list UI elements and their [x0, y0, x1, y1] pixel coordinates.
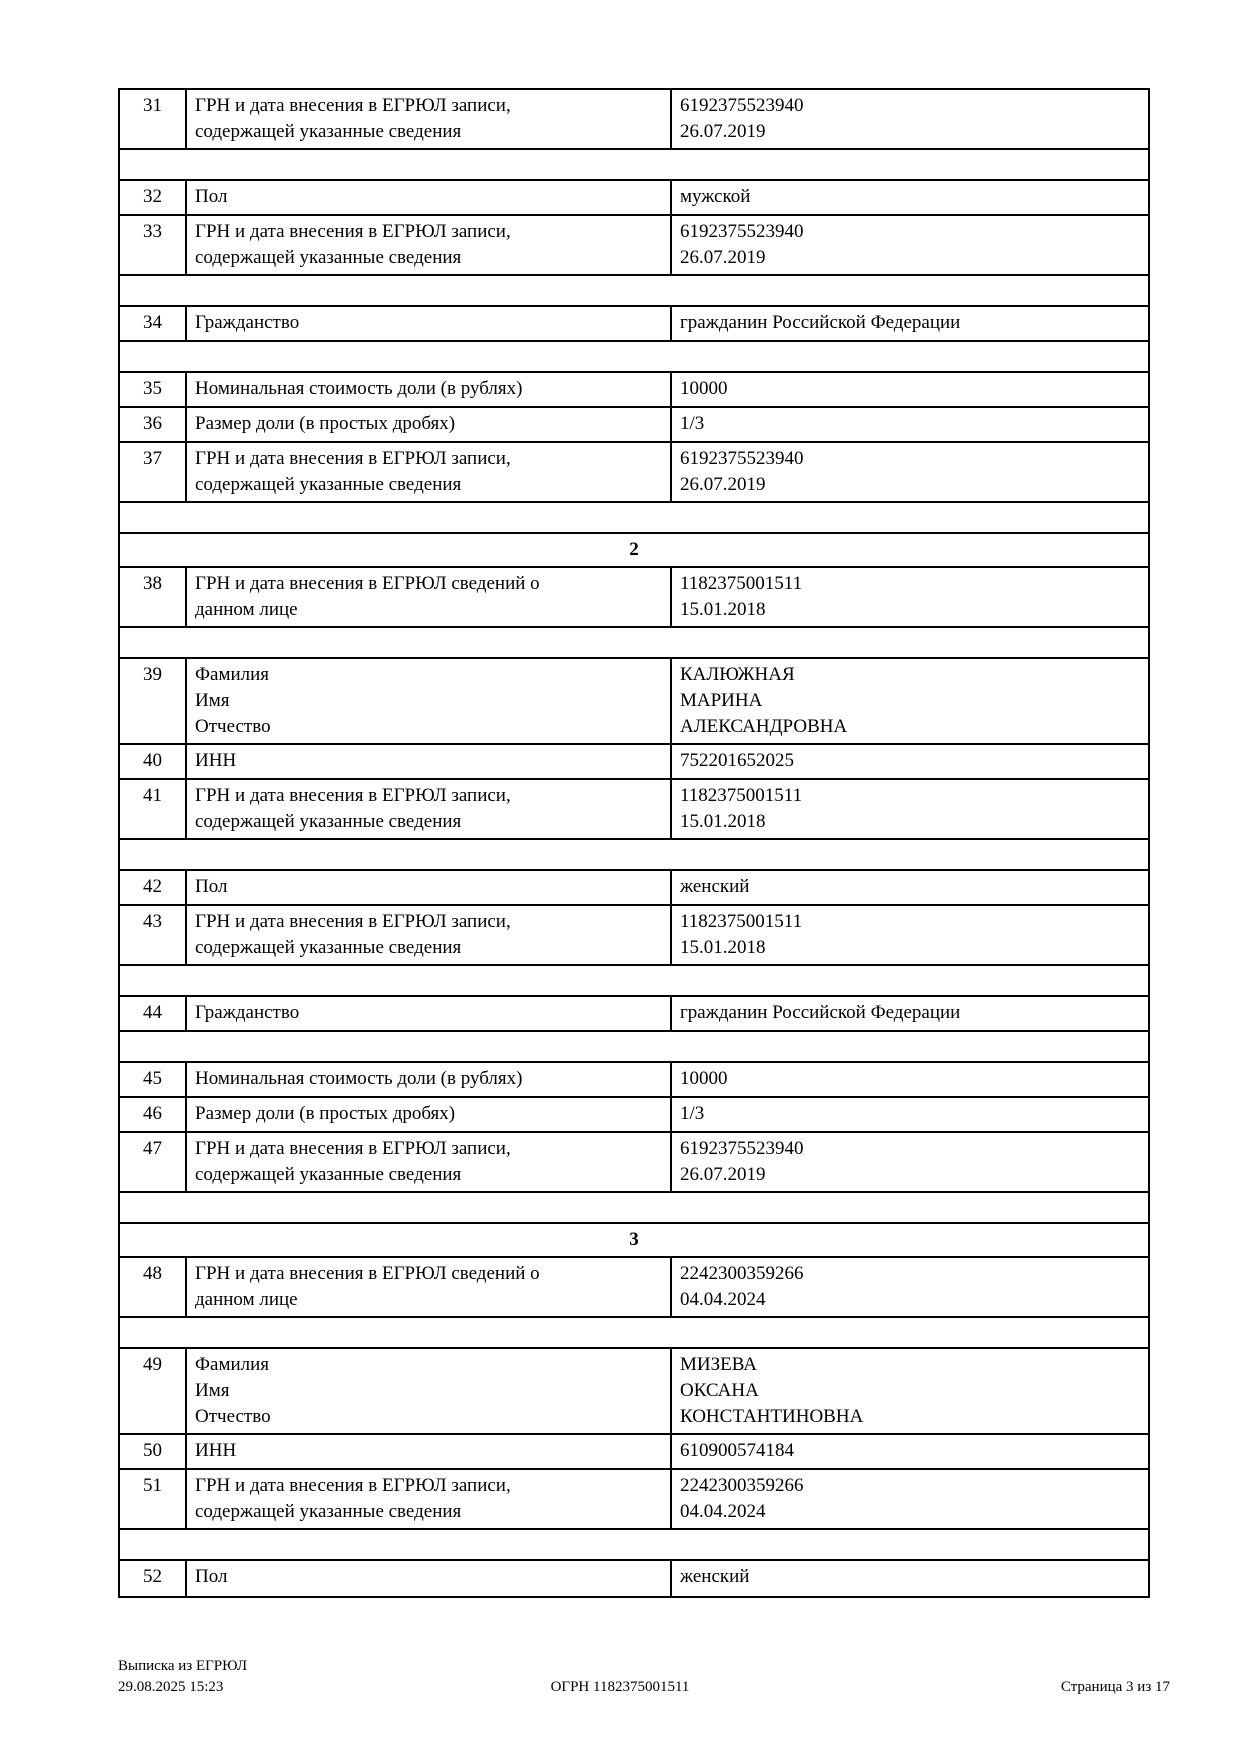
- row-value-line: 04.04.2024: [680, 1501, 766, 1522]
- row-number: 42: [120, 871, 187, 904]
- table-spacer-row: [120, 840, 1148, 871]
- row-value-line: КАЛЮЖНАЯ: [680, 664, 795, 685]
- row-label: [187, 659, 672, 743]
- row-label: [187, 1349, 672, 1433]
- table-row: [120, 1133, 1148, 1193]
- row-label: Гражданство: [187, 997, 672, 1030]
- table-row: [120, 1258, 1148, 1318]
- row-value-line: 15.01.2018: [680, 937, 766, 958]
- row-value: [672, 659, 1148, 743]
- row-label: [187, 1258, 672, 1316]
- row-value: 1/3: [680, 413, 705, 434]
- row-label: Пол: [187, 871, 672, 904]
- table-row: [120, 181, 1148, 216]
- row-value-line: 1182375001511: [680, 573, 803, 594]
- row-value-line: 6192375523940: [680, 221, 804, 242]
- row-number: 41: [120, 780, 187, 838]
- row-label: [187, 568, 672, 626]
- row-label-line: ГРН и дата внесения в ЕГРЮЛ сведений о: [195, 573, 540, 594]
- row-value-line: 26.07.2019: [680, 121, 766, 142]
- row-number: 51: [120, 1470, 187, 1528]
- row-value: [672, 90, 1148, 148]
- row-label: [187, 90, 672, 148]
- row-label-line: ГРН и дата внесения в ЕГРЮЛ записи,: [195, 1138, 511, 1159]
- row-label-line: Имя: [195, 1380, 230, 1401]
- row-label-line: ГРН и дата внесения в ЕГРЮЛ сведений о: [195, 1263, 540, 1284]
- row-label: [187, 780, 672, 838]
- row-value: [672, 780, 1148, 838]
- row-number: 39: [120, 659, 187, 743]
- row-label-line: Фамилия: [195, 664, 270, 685]
- table-row: [120, 871, 1148, 906]
- row-label-line: содержащей указанные сведения: [195, 1501, 462, 1522]
- table-section-row: [120, 534, 1148, 568]
- row-label-line: ГРН и дата внесения в ЕГРЮЛ записи,: [195, 95, 511, 116]
- row-number: 38: [120, 568, 187, 626]
- row-label-line: содержащей указанные сведения: [195, 937, 462, 958]
- row-value-line: МИЗЕВА: [680, 1354, 757, 1375]
- row-label-line: ГРН и дата внесения в ЕГРЮЛ записи,: [195, 1475, 511, 1496]
- row-number: 35: [120, 373, 187, 406]
- row-label-line: содержащей указанные сведения: [195, 811, 462, 832]
- section-number: 2: [629, 539, 639, 560]
- table-section-row: [120, 1224, 1148, 1258]
- table-spacer-row: [120, 1318, 1148, 1349]
- table-row: [120, 906, 1148, 966]
- row-value: [672, 1258, 1148, 1316]
- row-number: 40: [120, 745, 187, 778]
- row-value-line: 26.07.2019: [680, 1164, 766, 1185]
- row-value: [672, 906, 1148, 964]
- row-number: 43: [120, 906, 187, 964]
- row-label: Пол: [187, 1561, 672, 1596]
- row-label: Номинальная стоимость доли (в рублях): [187, 1063, 672, 1096]
- row-label-line: ГРН и дата внесения в ЕГРЮЛ записи,: [195, 448, 511, 469]
- table-row: [120, 568, 1148, 628]
- table-row: [120, 1063, 1148, 1098]
- row-label: [187, 906, 672, 964]
- row-value-line: 2242300359266: [680, 1475, 804, 1496]
- table-row: [120, 780, 1148, 840]
- row-label: [187, 1133, 672, 1191]
- row-value: гражданин Российской Федерации: [680, 1002, 961, 1023]
- table-spacer-row: [120, 276, 1148, 307]
- row-value: [672, 1133, 1148, 1191]
- row-value: [672, 568, 1148, 626]
- row-label-line: Фамилия: [195, 1354, 270, 1375]
- row-number: 48: [120, 1258, 187, 1316]
- table-spacer-row: [120, 1193, 1148, 1224]
- row-value-line: 6192375523940: [680, 95, 804, 116]
- row-value-line: 1182375001511: [680, 911, 803, 932]
- row-number: 49: [120, 1349, 187, 1433]
- table-row: [120, 408, 1148, 443]
- row-label-line: Имя: [195, 690, 230, 711]
- row-label: [187, 443, 672, 501]
- row-value-line: КОНСТАНТИНОВНА: [680, 1406, 864, 1427]
- row-label: Номинальная стоимость доли (в рублях): [187, 373, 672, 406]
- row-number: 50: [120, 1435, 187, 1468]
- row-number: 31: [120, 90, 187, 148]
- footer-ogrn: ОГРН 1182375001511: [550, 1679, 690, 1695]
- row-value: мужской: [680, 186, 751, 207]
- row-label: Размер доли (в простых дробях): [187, 1098, 672, 1131]
- row-value: [672, 1470, 1148, 1528]
- row-label-line: ГРН и дата внесения в ЕГРЮЛ записи,: [195, 911, 511, 932]
- row-number: 44: [120, 997, 187, 1030]
- row-value-line: 04.04.2024: [680, 1289, 766, 1310]
- row-value: 1/3: [680, 1103, 705, 1124]
- row-number: 37: [120, 443, 187, 501]
- row-label-line: содержащей указанные сведения: [195, 247, 462, 268]
- table-row: [120, 745, 1148, 780]
- row-value-line: 26.07.2019: [680, 474, 766, 495]
- table-row: [120, 307, 1148, 342]
- table-spacer-row: [120, 342, 1148, 373]
- table-spacer-row: [120, 1530, 1148, 1561]
- row-label-line: данном лице: [195, 599, 298, 620]
- row-number: 36: [120, 408, 187, 441]
- table-row: [120, 216, 1148, 276]
- row-label-line: Отчество: [195, 716, 271, 737]
- row-value: [672, 1349, 1148, 1433]
- row-label: ИНН: [187, 745, 672, 778]
- row-value-line: 6192375523940: [680, 448, 804, 469]
- footer-doc-title: Выписка из ЕГРЮЛ: [118, 1658, 247, 1674]
- row-value-line: АЛЕКСАНДРОВНА: [680, 716, 848, 737]
- table-row: [120, 659, 1148, 745]
- row-value-line: 26.07.2019: [680, 247, 766, 268]
- table-row: [120, 1561, 1148, 1596]
- row-value: [672, 443, 1148, 501]
- table-row: [120, 1098, 1148, 1133]
- table-spacer-row: [120, 150, 1148, 181]
- row-value-line: ОКСАНА: [680, 1380, 759, 1401]
- table-spacer-row: [120, 503, 1148, 534]
- row-value-line: 2242300359266: [680, 1263, 804, 1284]
- row-number: 32: [120, 181, 187, 214]
- row-label: [187, 1470, 672, 1528]
- row-value: 10000: [680, 1068, 728, 1089]
- row-label: [187, 216, 672, 274]
- row-value: гражданин Российской Федерации: [680, 312, 961, 333]
- row-number: 52: [120, 1561, 187, 1596]
- row-number: 45: [120, 1063, 187, 1096]
- table-spacer-row: [120, 966, 1148, 997]
- table-spacer-row: [120, 628, 1148, 659]
- row-label: Гражданство: [187, 307, 672, 340]
- row-number: 47: [120, 1133, 187, 1191]
- table-row: [120, 1435, 1148, 1470]
- row-label-line: содержащей указанные сведения: [195, 121, 462, 142]
- table-row: [120, 373, 1148, 408]
- row-value-line: МАРИНА: [680, 690, 763, 711]
- row-value-line: 6192375523940: [680, 1138, 804, 1159]
- row-number: 46: [120, 1098, 187, 1131]
- section-number: 3: [629, 1229, 639, 1250]
- footer-timestamp: 29.08.2025 15:23: [118, 1679, 224, 1695]
- table-row: [120, 1470, 1148, 1530]
- row-label-line: данном лице: [195, 1289, 298, 1310]
- row-label: Размер доли (в простых дробях): [187, 408, 672, 441]
- row-label-line: Отчество: [195, 1406, 271, 1427]
- row-label-line: содержащей указанные сведения: [195, 474, 462, 495]
- row-number: 34: [120, 307, 187, 340]
- row-value: 752201652025: [680, 750, 794, 771]
- row-value: женский: [680, 876, 750, 897]
- egrul-table: [118, 88, 1150, 1598]
- table-row: [120, 1349, 1148, 1435]
- footer-page-number: Страница 3 из 17: [1060, 1679, 1170, 1695]
- table-row: [120, 90, 1148, 150]
- row-value-line: 15.01.2018: [680, 811, 766, 832]
- row-label-line: содержащей указанные сведения: [195, 1164, 462, 1185]
- row-value: [672, 216, 1148, 274]
- row-label: ИНН: [187, 1435, 672, 1468]
- table-spacer-row: [120, 1032, 1148, 1063]
- row-label-line: ГРН и дата внесения в ЕГРЮЛ записи,: [195, 221, 511, 242]
- row-value: 610900574184: [680, 1440, 794, 1461]
- row-number: 33: [120, 216, 187, 274]
- table-row: [120, 443, 1148, 503]
- row-label: Пол: [187, 181, 672, 214]
- row-value-line: 15.01.2018: [680, 599, 766, 620]
- row-value: женский: [680, 1566, 750, 1587]
- row-value-line: 1182375001511: [680, 785, 803, 806]
- row-label-line: ГРН и дата внесения в ЕГРЮЛ записи,: [195, 785, 511, 806]
- row-value: 10000: [680, 378, 728, 399]
- table-row: [120, 997, 1148, 1032]
